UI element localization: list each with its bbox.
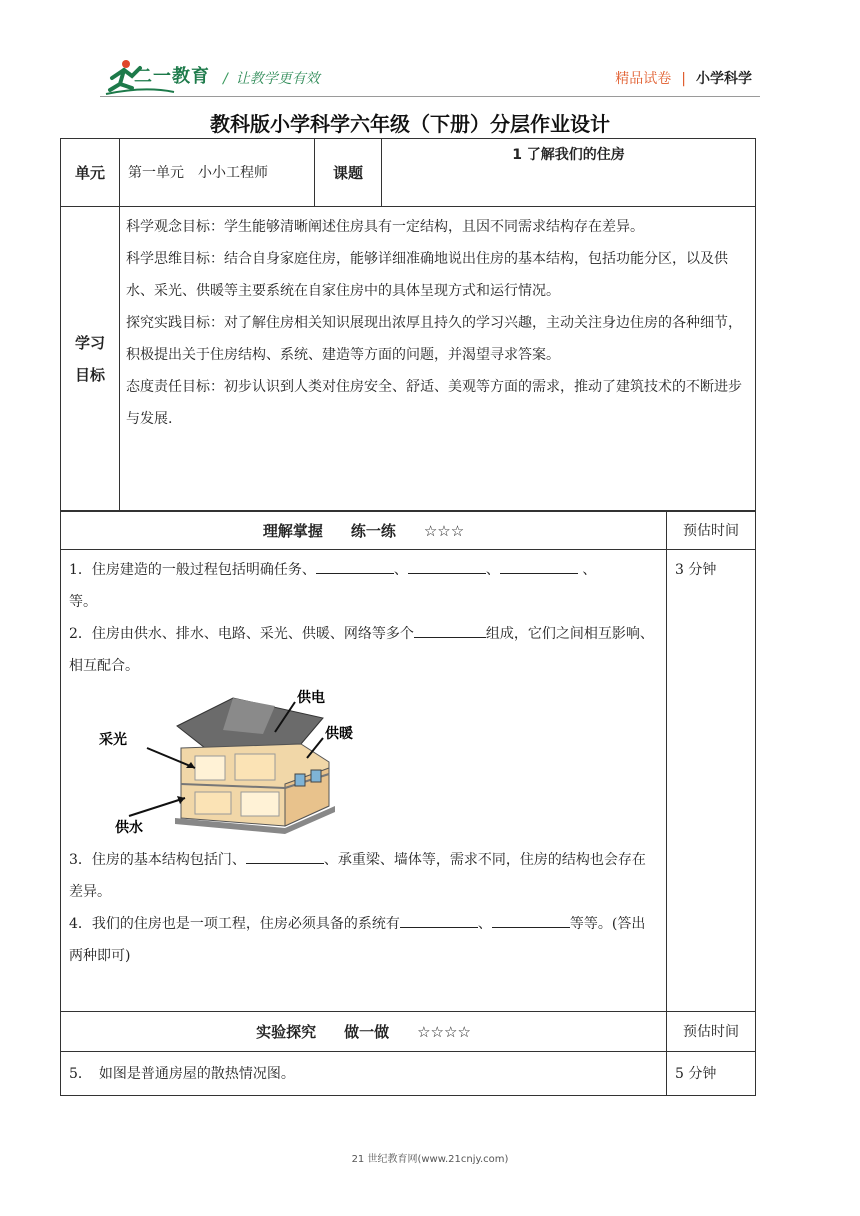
goal-practice: 探究实践目标：对了解住房相关知识展现出浓厚且持久的学习兴趣，主动关注身边住房的各种细节，积极提出关于住房结构、系统、建造等方面的问题，并渴望寻求答案。	[126, 315, 742, 363]
header-rule	[100, 96, 760, 97]
label-light: 采光	[99, 732, 127, 748]
answer-blank[interactable]	[316, 555, 394, 574]
section2-time-value: 5 分钟	[667, 1052, 756, 1096]
label-power: 供电	[297, 690, 325, 706]
star-rating-icon: ☆☆☆☆	[417, 1022, 471, 1041]
slogan: / 让教学更有效	[223, 71, 320, 87]
answer-blank[interactable]	[500, 555, 578, 574]
goal-thinking: 科学思维目标：结合自身家庭住房，能够详细准确地说出住房的基本结构，包括功能分区，以及供水、采光、供暖等主要系统在自家住房中的具体呈现方式和运行情况。	[126, 251, 728, 299]
section1-header: 理解掌握 练一练 ☆☆☆	[61, 512, 667, 550]
label-heating: 供暖	[325, 726, 353, 742]
question-5: 5． 如图是普通房屋的散热情况图。	[61, 1052, 667, 1096]
star-rating-icon: ☆☆☆	[423, 521, 465, 540]
answer-blank[interactable]	[400, 909, 478, 928]
practice-table	[60, 511, 756, 1096]
section1-time-header: 预估时间	[667, 512, 756, 550]
topic-label: 课题	[315, 139, 382, 207]
document-title: 教科版小学科学六年级（下册）分层作业设计	[210, 112, 610, 136]
section1-questions	[61, 550, 667, 1012]
answer-blank[interactable]	[414, 619, 486, 638]
section2-time-header: 预估时间	[667, 1012, 756, 1052]
header-separator: |	[681, 71, 686, 87]
answer-blank[interactable]	[408, 555, 486, 574]
label-water: 供水	[115, 820, 143, 836]
answer-blank[interactable]	[492, 909, 570, 928]
unit-value: 第一单元 小小工程师	[120, 139, 315, 207]
goals-cell	[120, 207, 756, 511]
answer-blank[interactable]	[246, 845, 324, 864]
goals-label: 学习 目标	[61, 207, 120, 511]
logo-text: 二一教育	[134, 66, 210, 87]
info-table	[60, 138, 756, 511]
house-systems-diagram	[85, 688, 385, 838]
premium-label: 精品试卷	[615, 71, 672, 87]
page-footer: 21 世纪教育网(www.21cnjy.com)	[351, 1154, 509, 1165]
question-3: 3．住房的基本结构包括门、 、承重梁、墙体等，需求不同，住房的结构也会存在差异。	[69, 844, 658, 908]
goal-attitude: 态度责任目标：初步认识到人类对住房安全、舒适、美观等方面的需求，推动了建筑技术的不断进步与发展.	[126, 379, 742, 427]
section2-header: 实验探究 做一做 ☆☆☆☆	[61, 1012, 667, 1052]
goal-concept: 科学观念目标：学生能够清晰阐述住房具有一定结构，且因不同需求结构存在差异。	[126, 219, 644, 235]
topic-value: 1 了解我们的住房	[382, 139, 756, 207]
unit-label: 单元	[61, 139, 120, 207]
question-2: 2．住房由供水、排水、电路、采光、供暖、网络等多个 组成，它们之间相互影响、相互配合。	[69, 618, 658, 682]
subject-label: 小学科学	[696, 71, 752, 87]
question-1: 1．住房建造的一般过程包括明确任务、 、 、 、 等。	[69, 554, 658, 618]
header-right	[615, 68, 752, 88]
section1-time-value: 3 分钟	[667, 550, 756, 1012]
page-header	[60, 50, 760, 100]
question-4: 4．我们的住房也是一项工程，住房必须具备的系统有 、 等等。(答出两种即可)	[69, 908, 658, 972]
